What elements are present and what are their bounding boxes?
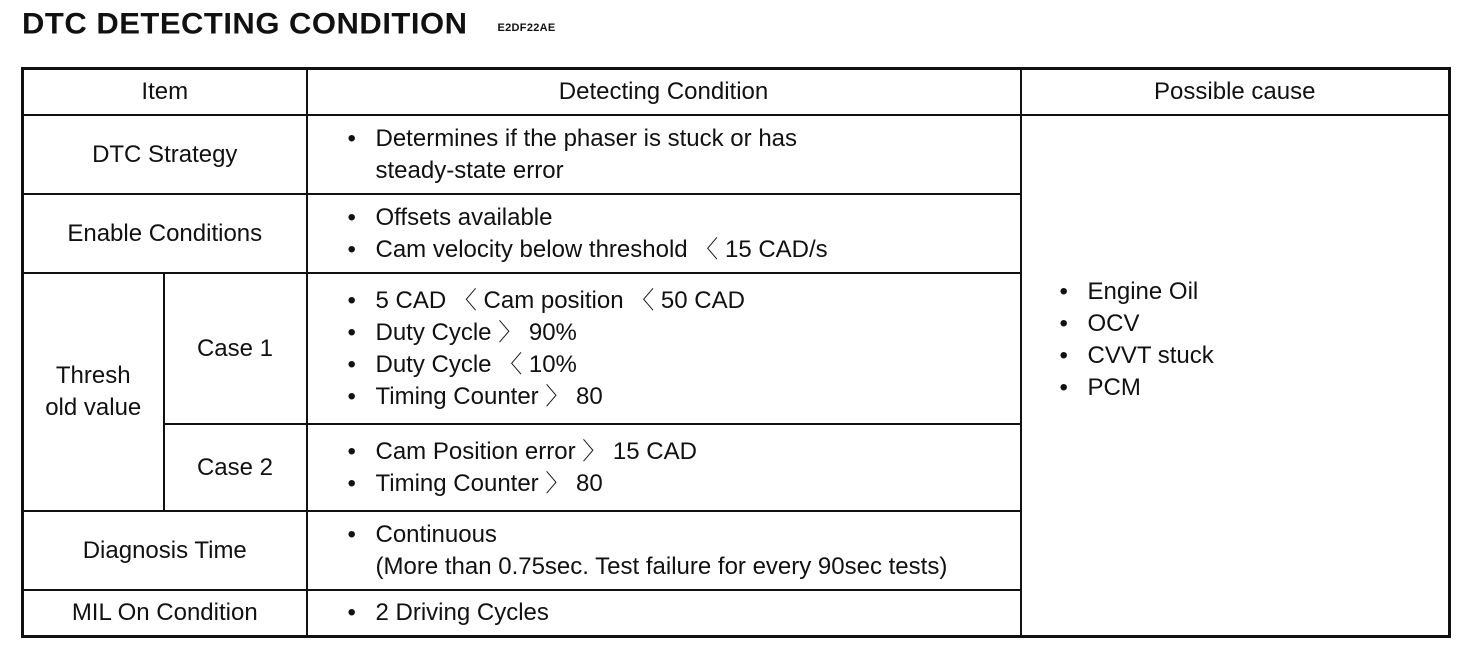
condition-item: • Offsets available — [338, 202, 1020, 234]
cond-mil-on-condition — [307, 590, 1021, 636]
cond-dtc-strategy — [307, 115, 1021, 194]
cause-item: • Engine Oil — [1050, 276, 1449, 308]
title-row — [22, 4, 556, 44]
condition-item: • Duty Cycle 〈 10% — [338, 349, 1020, 381]
cond-case-1 — [307, 273, 1021, 424]
row-dtc-strategy — [23, 115, 1450, 194]
cond-diagnosis-time — [307, 511, 1021, 590]
dtc-condition-table — [21, 67, 1451, 638]
condition-item: • 5 CAD 〈 Cam position 〈 50 CAD — [338, 285, 1020, 317]
condition-item: • Duty Cycle 〉 90% — [338, 317, 1020, 349]
cond-case-2 — [307, 424, 1021, 511]
header-detecting-condition: Detecting Condition — [307, 69, 1021, 116]
document-code: E2DF22AE — [497, 22, 556, 34]
header-possible-cause: Possible cause — [1021, 69, 1450, 116]
item-case-2: Case 2 — [164, 424, 307, 511]
header-item: Item — [23, 69, 307, 116]
cause-item: • CVVT stuck — [1050, 340, 1449, 372]
cond-enable-conditions — [307, 194, 1021, 273]
page-title: DTC DETECTING CONDITION — [22, 6, 468, 41]
condition-item: • Timing Counter 〉 80 — [338, 468, 1020, 500]
item-case-1: Case 1 — [164, 273, 307, 424]
item-mil-on-condition: MIL On Condition — [23, 590, 307, 636]
item-dtc-strategy: DTC Strategy — [23, 115, 307, 194]
diagnosis-note: (More than 0.75sec. Test failure for every 90sec tests) — [375, 552, 948, 580]
condition-item: • Determines if the phaser is stuck or has steady-state error — [338, 123, 1020, 187]
condition-item: • 2 Driving Cycles — [338, 597, 1020, 629]
cause-item: • OCV — [1050, 308, 1449, 340]
item-diagnosis-time: Diagnosis Time — [23, 511, 307, 590]
item-enable-conditions: Enable Conditions — [23, 194, 307, 273]
condition-item: • Timing Counter 〉 80 — [338, 381, 1020, 413]
condition-item: • Continuous — [338, 519, 1020, 551]
possible-cause-cell — [1021, 115, 1450, 636]
header-row — [23, 69, 1450, 116]
condition-item: • Cam velocity below threshold 〈 15 CAD/s — [338, 234, 1020, 266]
cause-item: • PCM — [1050, 372, 1449, 404]
condition-item: • Cam Position error 〉 15 CAD — [338, 436, 1020, 468]
item-threshold-value: Thresh old value — [23, 273, 164, 511]
